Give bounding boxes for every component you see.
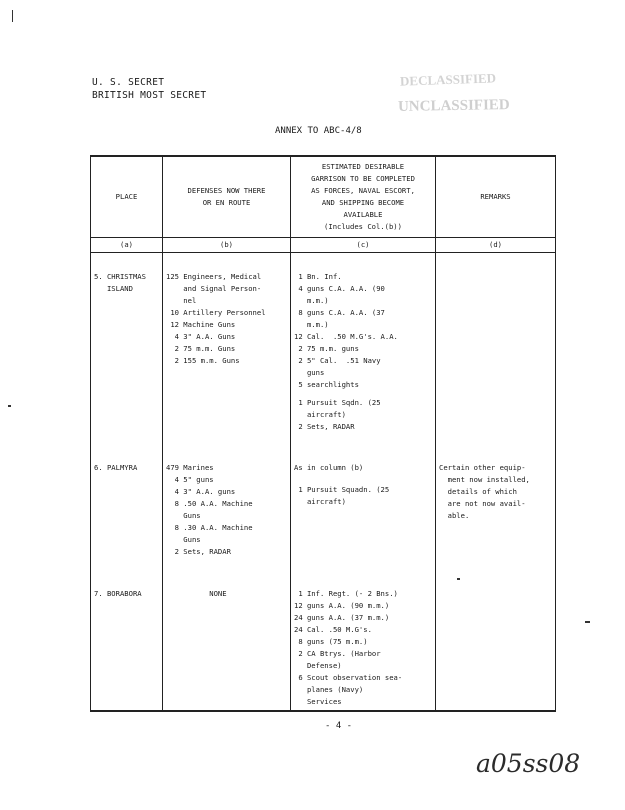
annex-title: ANNEX TO ABC-4/8	[275, 126, 362, 136]
header-defenses: DEFENSES NOW THERE OR EN ROUTE	[163, 156, 291, 238]
cell-place: 6. PALMYRA	[91, 458, 163, 584]
declassified-stamp: DECLASSIFIED	[399, 70, 497, 89]
table-row	[91, 584, 556, 711]
column-letter-b: (b)	[163, 238, 291, 253]
header-garrison: ESTIMATED DESIRABLE GARRISON TO BE COMPLETED AS FORCES, NAVAL ESCORT, AND SHIPPING BECOME AVAILABLE (Includes Col.(b))	[291, 156, 436, 238]
header-remarks: REMARKS	[436, 156, 556, 238]
column-letter-a: (a)	[91, 238, 163, 253]
cell-place: 7. BORABORA	[91, 584, 163, 711]
classification-british: BRITISH MOST SECRET	[92, 90, 207, 101]
cell-remarks	[436, 584, 556, 711]
cell-defenses: 479 Marines 4 5" guns 4 3" A.A. guns 8 .50 A.A. Machine Guns 8 .30 A.A. Machine Guns 2 Sets, RADAR	[163, 458, 291, 584]
cell-place: 5. CHRISTMAS ISLAND	[91, 253, 163, 458]
cell-garrison: As in column (b) 1 Pursuit Squadn. (25 aircraft)	[291, 458, 436, 584]
scan-mark	[585, 621, 590, 623]
column-letter-c: (c)	[291, 238, 436, 253]
scan-mark	[457, 578, 460, 580]
scan-mark	[8, 405, 11, 407]
header-place: PLACE	[91, 156, 163, 238]
column-letter-d: (d)	[436, 238, 556, 253]
page-number: - 4 -	[325, 721, 353, 731]
cell-garrison: 1 Inf. Regt. (- 2 Bns.) 12 guns A.A. (90 m.m.) 24 guns A.A. (37 m.m.) 24 Cal. .50 M.G's. 8 guns (75 m.m.) 2 CA Btrys. (Harbor Defense) 6 Scout observation sea- planes (Navy) Services	[291, 584, 436, 711]
garrison-table	[90, 155, 556, 712]
cell-remarks: Certain other equip- ment now installed, details of which are not now avail- able.	[436, 458, 556, 584]
table-row	[91, 253, 556, 458]
cell-remarks	[436, 253, 556, 458]
scan-mark	[12, 10, 13, 22]
classification-us: U. S. SECRET	[92, 77, 165, 88]
unclassified-stamp: UNCLASSIFIED	[397, 97, 510, 115]
cell-defenses: NONE	[163, 584, 291, 711]
table-row	[91, 458, 556, 584]
cell-defenses: 125 Engineers, Medical and Signal Person- nel 10 Artillery Personnel 12 Machine Guns 4 3" A.A. Guns 2 75 m.m. Guns 2 155 m.m. Guns	[163, 253, 291, 458]
handwritten-note: a05ss08	[476, 749, 581, 778]
cell-garrison: 1 Bn. Inf. 4 guns C.A. A.A. (90 m.m.) 8 guns C.A. A.A. (37 m.m.) 12 Cal. .50 M.G's. A.A. 2 75 m.m. guns 2 5" Cal. .51 Navy guns 5 searchlights 1 Pursuit Sqdn. (25 aircraft) 2 Sets, RADAR	[291, 253, 436, 458]
